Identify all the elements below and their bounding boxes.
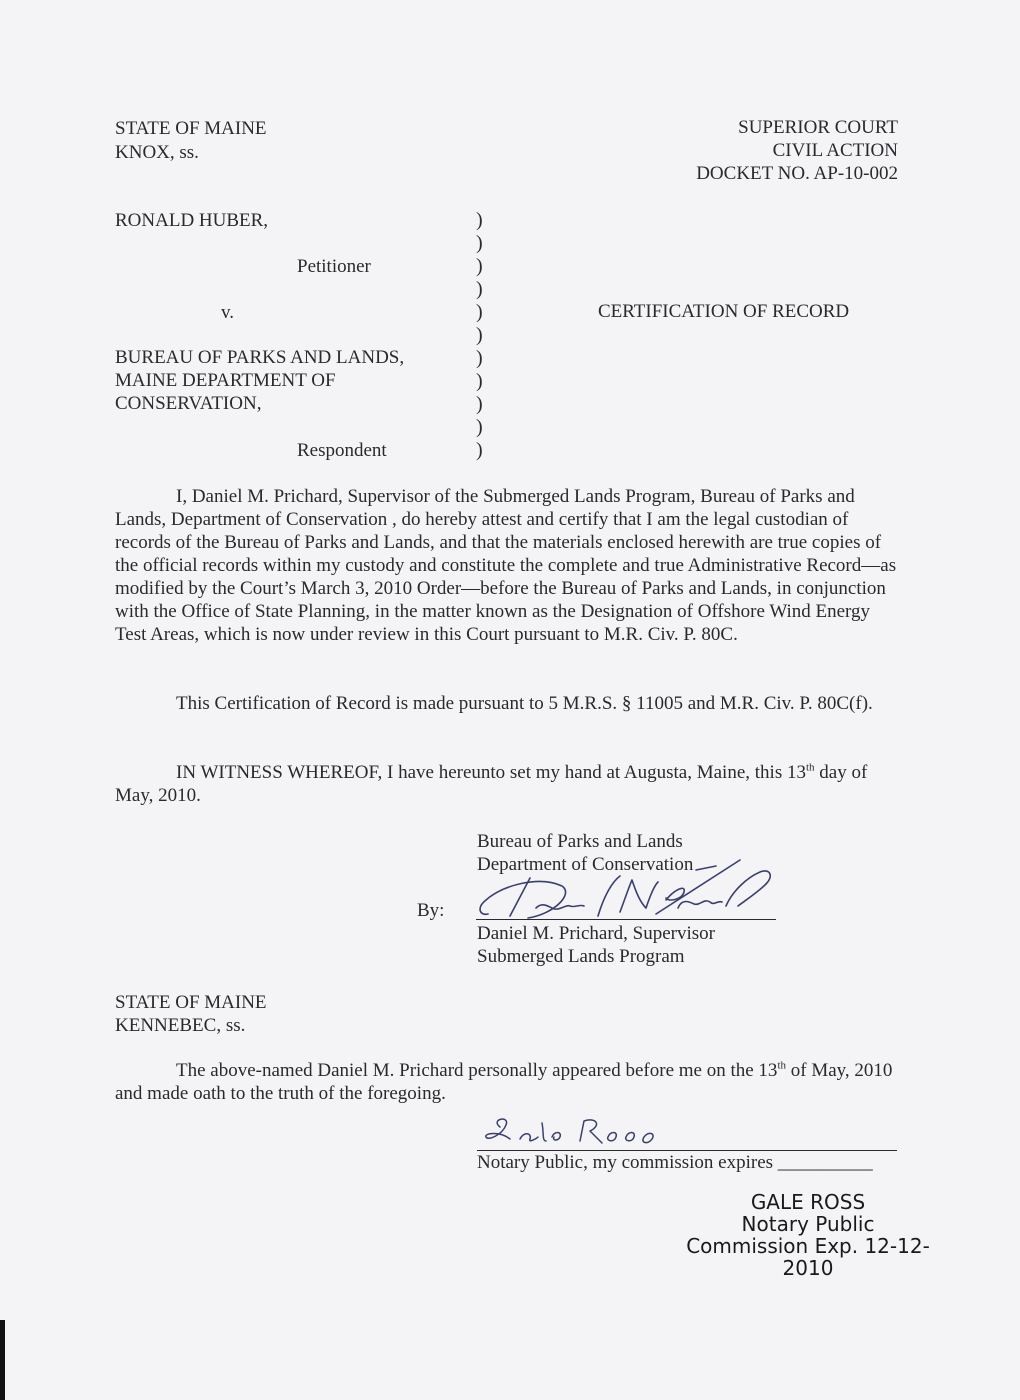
paren: ) xyxy=(476,416,483,438)
paren: ) xyxy=(476,278,483,300)
stamp-name: GALE ROSS xyxy=(750,1190,866,1214)
notary-commission-line: Notary Public, my commission expires __________ xyxy=(477,1152,873,1173)
notary-state: STATE OF MAINE xyxy=(115,992,267,1013)
sig-org-line-1: Bureau of Parks and Lands xyxy=(477,831,683,852)
prichard-signature xyxy=(470,856,790,926)
notary-text-a: The above-named Daniel M. Prichard personally appeared before me on the 13 xyxy=(176,1060,778,1081)
paren: ) xyxy=(476,439,483,461)
county-left: KNOX, ss. xyxy=(115,142,199,163)
stamp-expiry: Commission Exp. 12-12-2010 xyxy=(686,1234,930,1280)
court-name: SUPERIOR COURT xyxy=(738,117,898,138)
petitioner-name: RONALD HUBER, xyxy=(115,210,269,231)
state-left: STATE OF MAINE xyxy=(115,118,267,139)
paren: ) xyxy=(476,209,483,231)
notary-signature xyxy=(480,1113,720,1151)
respondent-line-2: MAINE DEPARTMENT OF xyxy=(115,370,336,391)
paren: ) xyxy=(476,347,483,369)
statute-paragraph: This Certification of Record is made pursuant to 5 M.R.S. § 11005 and M.R. Civ. P. 80C(f). xyxy=(176,693,873,714)
sig-org-line-2: Department of Conservation xyxy=(477,854,694,875)
witness-ordinal: th xyxy=(805,761,815,774)
petitioner-role: Petitioner xyxy=(297,256,371,277)
witness-text-a: IN WITNESS WHEREOF, I have hereunto set my hand at Augusta, Maine, this 13 xyxy=(176,762,806,783)
paren: ) xyxy=(476,324,483,346)
signer-program: Submerged Lands Program xyxy=(477,946,685,967)
paren: ) xyxy=(476,370,483,392)
witness-text-b: day of May, 2010. xyxy=(115,762,868,806)
paren: ) xyxy=(476,393,483,415)
document-title: CERTIFICATION OF RECORD xyxy=(598,301,850,322)
notary-stamp xyxy=(663,1191,953,1279)
certification-paragraph: I, Daniel M. Prichard, Supervisor of the Submerged Lands Program, Bureau of Parks and Lands, Department of Conservation , do hereby attest and certify that I am the legal custodian of records of the Bureau of Parks and Lands, and that the materials enclosed herewith are true copies of the official records within my custody and constitute the complete and true Administrative Record—as modified by the Court’s March 3, 2010 Order—before the Bureau of Parks and Lands, in conjunction with the Office of State Planning, in the matter known as the Designation of Offshore Wind Energy Test Areas, which is now under review in this Court pursuant to M.R. Civ. P. 80C. xyxy=(115,486,897,645)
respondent-line-3: CONSERVATION, xyxy=(115,393,262,414)
signer-name: Daniel M. Prichard, Supervisor xyxy=(477,923,715,944)
civil-action: CIVIL ACTION xyxy=(772,140,898,161)
scan-edge xyxy=(0,1320,5,1400)
notary-paragraph xyxy=(115,1059,900,1105)
paren: ) xyxy=(476,232,483,254)
caption-bracket xyxy=(476,209,492,462)
paren: ) xyxy=(476,301,483,323)
paren: ) xyxy=(476,255,483,277)
respondent-role: Respondent xyxy=(297,440,387,461)
stamp-title: Notary Public xyxy=(741,1212,875,1236)
notary-text-b: of May, 2010 and made oath to the truth of the foregoing. xyxy=(115,1060,893,1104)
by-label: By: xyxy=(417,900,445,921)
notary-ordinal: th xyxy=(777,1059,786,1072)
witness-paragraph xyxy=(115,761,900,807)
versus: v. xyxy=(221,302,235,323)
notary-county: KENNEBEC, ss. xyxy=(115,1015,246,1036)
docket-number: DOCKET NO. AP-10-002 xyxy=(696,163,898,184)
respondent-line-1: BUREAU OF PARKS AND LANDS, xyxy=(115,347,405,368)
